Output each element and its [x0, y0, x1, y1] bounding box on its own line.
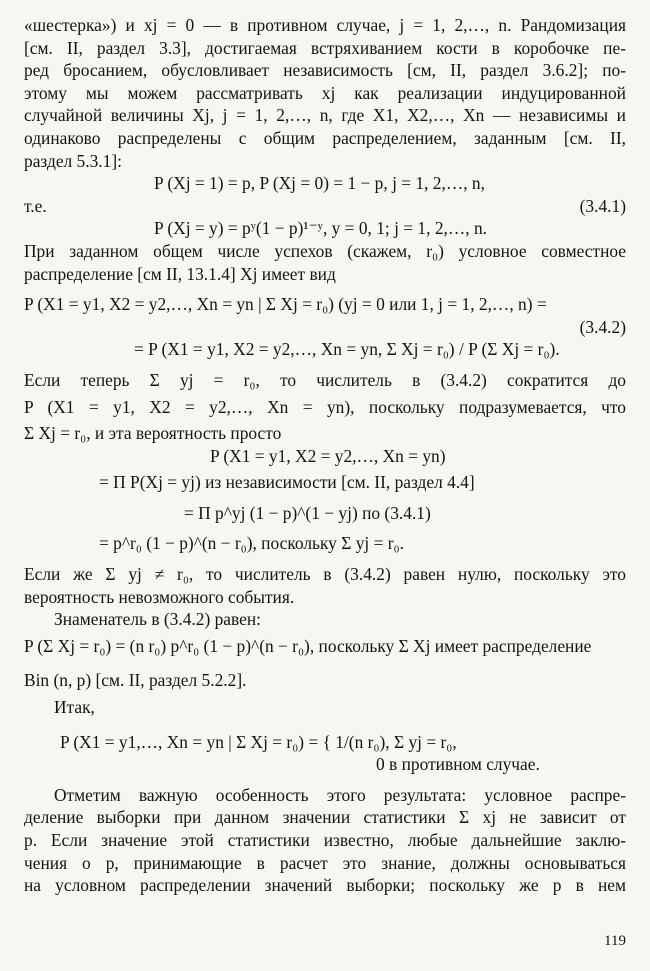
text-line: Отметим важную особенность этого результата: условное распре- — [54, 784, 626, 805]
text-line: Bin (n, p) [см. II, раздел 5.2.2]. — [24, 670, 247, 691]
equation-line: P (Xj = y) = pʸ(1 − p)¹⁻ʸ, y = 0, 1; j = 1, 2,…, n. — [154, 218, 487, 239]
text-line: чения о p, принимающие в расчет это знание, должны основываться — [24, 852, 626, 873]
equation-line: = Π p^yj (1 − p)^(1 − yj) по (3.4.1) — [184, 502, 431, 523]
text-line: Σ Xj = r₀, и эта вероятность просто — [24, 423, 282, 444]
text-line: на условном распределении значений выборки; поскольку же p в нем — [24, 875, 626, 896]
text-line: этому мы можем рассматривать xj как реализации индуцированной — [24, 82, 626, 103]
equation-line: P (Σ Xj = r₀) = (n r₀) p^r₀ (1 − p)^(n − r₀), поскольку Σ Xj имеет распределение — [24, 635, 592, 656]
equation-number: (3.4.1) — [579, 195, 626, 216]
text-line: Если же Σ yj ≠ r₀, то числитель в (3.4.2) равен нулю, поскольку это — [24, 564, 626, 585]
equation-line: 0 в противном случае. — [376, 754, 540, 775]
equation-line: = Π P(Xj = yj) из независимости [см. II, раздел 4.4] — [99, 472, 475, 493]
text-line: распределение [см II, 13.1.4] Xj имеет вид — [24, 263, 336, 284]
text-line: Знаменатель в (3.4.2) равен: — [54, 609, 261, 630]
equation-number-row — [24, 316, 626, 339]
text-line: вероятность невозможного события. — [24, 586, 295, 607]
text-line: При заданном общем числе успехов (скажем, r₀) условное совместное — [24, 240, 626, 261]
equation-line: = P (X1 = y1, X2 = y2,…, Xn = yn, Σ Xj = r₀) / P (Σ Xj = r₀). — [134, 339, 560, 360]
text-te: т.е. — [24, 195, 47, 216]
text-line: одинаково распределены с общим распределением, заданным [см. II, — [24, 127, 626, 148]
equation-line: P (Xj = 1) = p, P (Xj = 0) = 1 − p, j = 1, 2,…, n, — [154, 173, 485, 194]
text-line: Если теперь Σ yj = r₀, то числитель в (3.4.2) сократится до — [24, 369, 626, 390]
equation-number-row — [24, 195, 626, 218]
equation-line: P (X1 = y1, X2 = y2,…, Xn = yn) — [210, 445, 446, 466]
equation-line: P (X1 = y1,…, Xn = yn | Σ Xj = r₀) = { 1/(n r₀), Σ yj = r₀, — [60, 731, 457, 752]
equation-line: P (X1 = y1, X2 = y2,…, Xn = yn | Σ Xj = r₀) (yj = 0 или 1, j = 1, 2,…, n) = — [24, 294, 547, 315]
text-line: «шестерка») и xj = 0 — в противном случае, j = 1, 2,…, n. Рандомизация — [24, 15, 626, 35]
text-line: [см. II, раздел 3.3], достигаемая встряхиванием кости в коробочке пе- — [24, 37, 626, 58]
equation-number: (3.4.2) — [579, 316, 626, 337]
text-line: p. Если значение этой статистики известно, любые дальнейшие заклю- — [24, 830, 626, 850]
text-line: раздел 5.3.1]: — [24, 150, 122, 171]
text-line: P (X1 = y1, X2 = y2,…, Xn = yn), поскольку подразумевается, что — [24, 396, 626, 417]
text-line: случайной величины Xj, j = 1, 2,…, n, где X1, X2,…, Xn — независимы и — [24, 105, 626, 126]
text-line: деление выборки при данном значении статистики Σ xj не зависит от — [24, 807, 626, 828]
equation-line: = p^r₀ (1 − p)^(n − r₀), поскольку Σ yj = r₀. — [99, 533, 404, 554]
page-number: 119 — [604, 933, 626, 949]
text-line: ред бросанием, обусловливает независимость [см, II, раздел 3.6.2]; по- — [24, 60, 626, 81]
text-line: Итак, — [54, 697, 95, 718]
